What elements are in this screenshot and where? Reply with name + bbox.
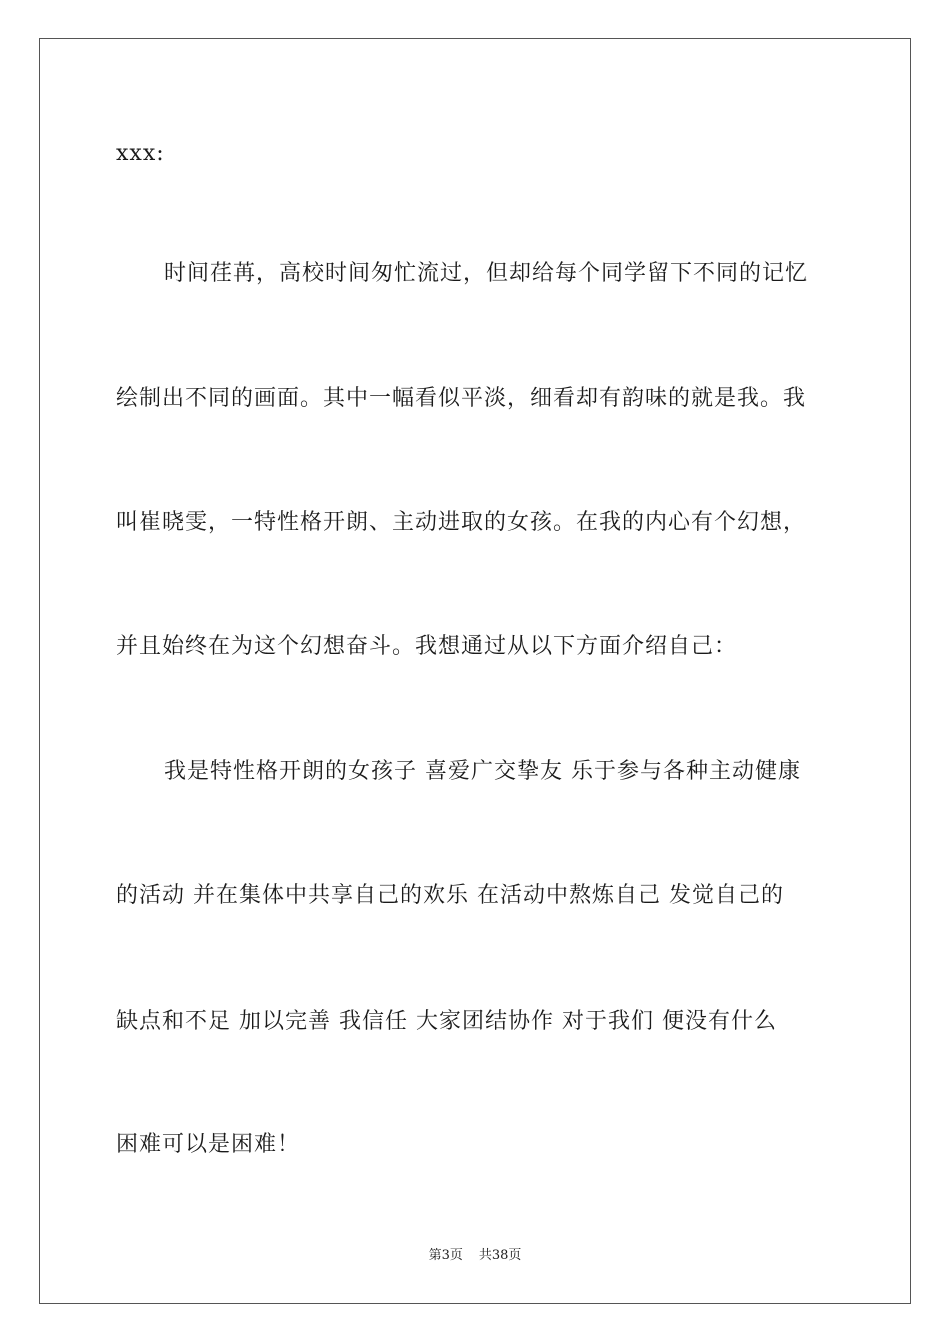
page-footer (0, 1247, 950, 1265)
paragraph-2-line-1: 我是特性格开朗的女孩子 喜爱广交挚友 乐于参与各种主动健康 (164, 759, 801, 784)
paragraph-2-line-3: 缺点和不足 加以完善 我信任 大家团结协作 对于我们 便没有什么 (116, 1009, 777, 1034)
paragraph-2-line-4: 困难可以是困难！ (116, 1132, 301, 1157)
paragraph-2-line-2: 的活动 并在集体中共享自己的欢乐 在活动中熬炼自己 发觉自己的 (116, 883, 784, 908)
paragraph-1-line-4: 并且始终在为这个幻想奋斗。我想通过从以下方面介绍自己： (116, 634, 738, 659)
page-number: 第3页 (428, 1248, 463, 1263)
page-border (39, 38, 911, 1304)
paragraph-1-line-1: 时间荏苒，高校时间匆忙流过，但却给每个同学留下不同的记忆 (164, 261, 809, 286)
paragraph-1-line-3: 叫崔晓雯，一特性格开朗、主动进取的女孩。在我的内心有个幻想， (116, 510, 807, 535)
paragraph-1-line-2: 绘制出不同的画面。其中一幅看似平淡，细看却有韵味的就是我。我 (116, 386, 807, 411)
salutation: xxx: (116, 141, 165, 166)
page-total: 共38页 (478, 1248, 522, 1263)
